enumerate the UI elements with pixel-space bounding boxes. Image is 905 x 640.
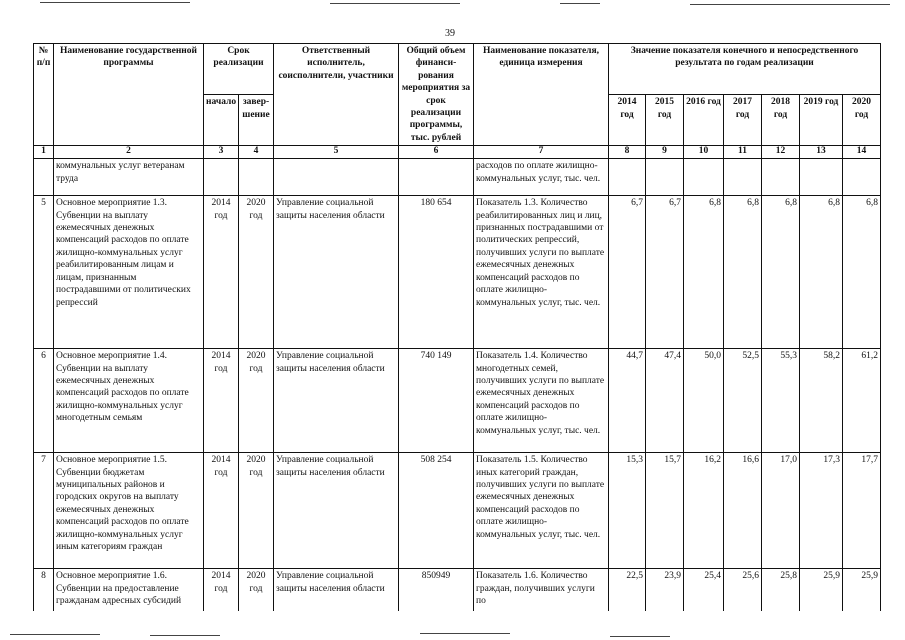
- value-cell: 16,6: [724, 453, 762, 569]
- header-num: № п/п: [34, 44, 54, 146]
- table-row: [34, 453, 881, 569]
- value-cell: 22,5: [609, 569, 646, 611]
- table-row: [34, 569, 881, 611]
- column-number: 5: [274, 146, 399, 159]
- value-cell: 6,7: [609, 196, 646, 349]
- table-row-continued: [34, 159, 881, 196]
- row-number: 8: [34, 569, 54, 611]
- indicator-cell: Показатель 1.6. Количество граждан, получивших услуги по: [474, 569, 609, 611]
- scan-artifact-line: [420, 633, 510, 634]
- program-cell: Основное мероприятие 1.3. Субвенции на выплату ежемесячных денежных компенсаций расходов по оплате жилищно-коммунальных услуг реабилитированным лицам и лицам, признанным пострадавшими от политических репрессий: [54, 196, 204, 349]
- column-number: 8: [609, 146, 646, 159]
- value-cell: 23,9: [646, 569, 684, 611]
- header-term-start: начало: [204, 95, 239, 146]
- value-cell: 17,7: [843, 453, 881, 569]
- end-year-cell: 2020 год: [239, 453, 274, 569]
- scan-artifact-line: [560, 3, 600, 4]
- value-cell: 16,2: [684, 453, 724, 569]
- program-cell: Основное мероприятие 1.4. Субвенции на выплату ежемесячных денежных компенсаций расходов по оплате жилищно-коммунальных услуг многодетным семьям: [54, 349, 204, 453]
- end-year-cell: 2020 год: [239, 349, 274, 453]
- value-cell: 61,2: [843, 349, 881, 453]
- header-indicator: Наименование показателя, единица измерения: [474, 44, 609, 146]
- value-cell: 17,0: [762, 453, 800, 569]
- executor-cell: Управление социальной защиты населения области: [274, 196, 399, 349]
- column-number: 7: [474, 146, 609, 159]
- funding-cell: 508 254: [399, 453, 474, 569]
- funding-cell: 850949: [399, 569, 474, 611]
- header-year: 2016 год: [684, 95, 724, 146]
- indicator-cell: Показатель 1.5. Количество иных категорий граждан, получивших услуги по выплате ежемесячных денежных компенсаций расходов по оплате жилищно-коммунальных услуг, тыс. чел.: [474, 453, 609, 569]
- column-number: 9: [646, 146, 684, 159]
- value-cell: 6,8: [684, 196, 724, 349]
- end-year-cell: 2020 год: [239, 569, 274, 611]
- table-row: [34, 349, 881, 453]
- value-cell: 6,7: [646, 196, 684, 349]
- value-cell: 25,4: [684, 569, 724, 611]
- page-number: 39: [445, 28, 455, 39]
- scan-artifact-line: [690, 4, 890, 5]
- executor-cell: Управление социальной защиты населения области: [274, 453, 399, 569]
- program-table: [33, 43, 881, 611]
- funding-cell: 180 654: [399, 196, 474, 349]
- program-cell: Основное мероприятие 1.6. Субвенции на предоставление гражданам адресных субсидий: [54, 569, 204, 611]
- executor-cell: Управление социальной защиты населения области: [274, 349, 399, 453]
- value-cell: 15,7: [646, 453, 684, 569]
- header-year: 2018 год: [762, 95, 800, 146]
- row-number: 7: [34, 453, 54, 569]
- start-year-cell: 2014 год: [204, 196, 239, 349]
- value-cell: 6,8: [762, 196, 800, 349]
- value-cell: 25,9: [800, 569, 843, 611]
- value-cell: 55,3: [762, 349, 800, 453]
- header-program: Наименование государственной программы: [54, 44, 204, 146]
- column-number: 3: [204, 146, 239, 159]
- value-cell: 25,6: [724, 569, 762, 611]
- indicator-cell: Показатель 1.3. Количество реабилитированных лиц и лиц, признанных пострадавшими от политических репрессий, получивших услуги по выплате ежемесячных денежных компенсаций расходов по оплате жилищно-коммунальных услуг, тыс. чел.: [474, 196, 609, 349]
- funding-cell: 740 149: [399, 349, 474, 453]
- indicator-cell: Показатель 1.4. Количество многодетных семей, получивших услуги по выплате ежемесячных денежных компенсаций расходов по оплате жилищно-коммунальных услуг, тыс. чел.: [474, 349, 609, 453]
- executor-cell: Управление социальной защиты населения области: [274, 569, 399, 611]
- start-year-cell: 2014 год: [204, 349, 239, 453]
- column-number: 4: [239, 146, 274, 159]
- value-cell: 44,7: [609, 349, 646, 453]
- header-year: 2020 год: [843, 95, 881, 146]
- header-executor: Ответственный исполнитель, соисполнители, участники: [274, 44, 399, 146]
- scan-artifact-line: [610, 636, 670, 637]
- column-number: 1: [34, 146, 54, 159]
- value-cell: 25,8: [762, 569, 800, 611]
- header-year: 2017 год: [724, 95, 762, 146]
- end-year-cell: 2020 год: [239, 196, 274, 349]
- scan-artifact-line: [10, 634, 100, 635]
- indicator-cell: расходов по оплате жилищно-коммунальных услуг, тыс. чел.: [474, 159, 609, 196]
- header-funding: Общий объем финанси-рования мероприятия за срок реализации программы, тыс. рублей: [399, 44, 474, 146]
- value-cell: 58,2: [800, 349, 843, 453]
- value-cell: 50,0: [684, 349, 724, 453]
- header-values-group: Значение показателя конечного и непосредственного результата по годам реализации: [609, 44, 881, 95]
- scan-artifact-line: [330, 3, 460, 4]
- start-year-cell: 2014 год: [204, 569, 239, 611]
- column-number: 2: [54, 146, 204, 159]
- value-cell: 6,8: [800, 196, 843, 349]
- column-number: 11: [724, 146, 762, 159]
- column-number: 6: [399, 146, 474, 159]
- header-term-end: завер-шение: [239, 95, 274, 146]
- column-number: 13: [800, 146, 843, 159]
- program-cell: Основное мероприятие 1.5. Субвенции бюджетам муниципальных районов и городских округов на выплату ежемесячных денежных компенсаций расходов по оплате жилищно-коммунальных услуг иным категориям граждан: [54, 453, 204, 569]
- value-cell: 52,5: [724, 349, 762, 453]
- header-year: 2014 год: [609, 95, 646, 146]
- value-cell: 47,4: [646, 349, 684, 453]
- scan-artifact-line: [150, 635, 220, 636]
- header-term: Срок реализации: [204, 44, 274, 95]
- table-row: [34, 196, 881, 349]
- value-cell: 17,3: [800, 453, 843, 569]
- row-number: 5: [34, 196, 54, 349]
- column-number: 10: [684, 146, 724, 159]
- header-year: 2019 год: [800, 95, 843, 146]
- value-cell: 6,8: [724, 196, 762, 349]
- value-cell: 6,8: [843, 196, 881, 349]
- value-cell: 25,9: [843, 569, 881, 611]
- column-number: 12: [762, 146, 800, 159]
- header-year: 2015 год: [646, 95, 684, 146]
- value-cell: 15,3: [609, 453, 646, 569]
- scan-artifact-line: [40, 2, 190, 3]
- start-year-cell: 2014 год: [204, 453, 239, 569]
- column-number: 14: [843, 146, 881, 159]
- program-cell: коммунальных услуг ветеранам труда: [54, 159, 204, 196]
- row-number: 6: [34, 349, 54, 453]
